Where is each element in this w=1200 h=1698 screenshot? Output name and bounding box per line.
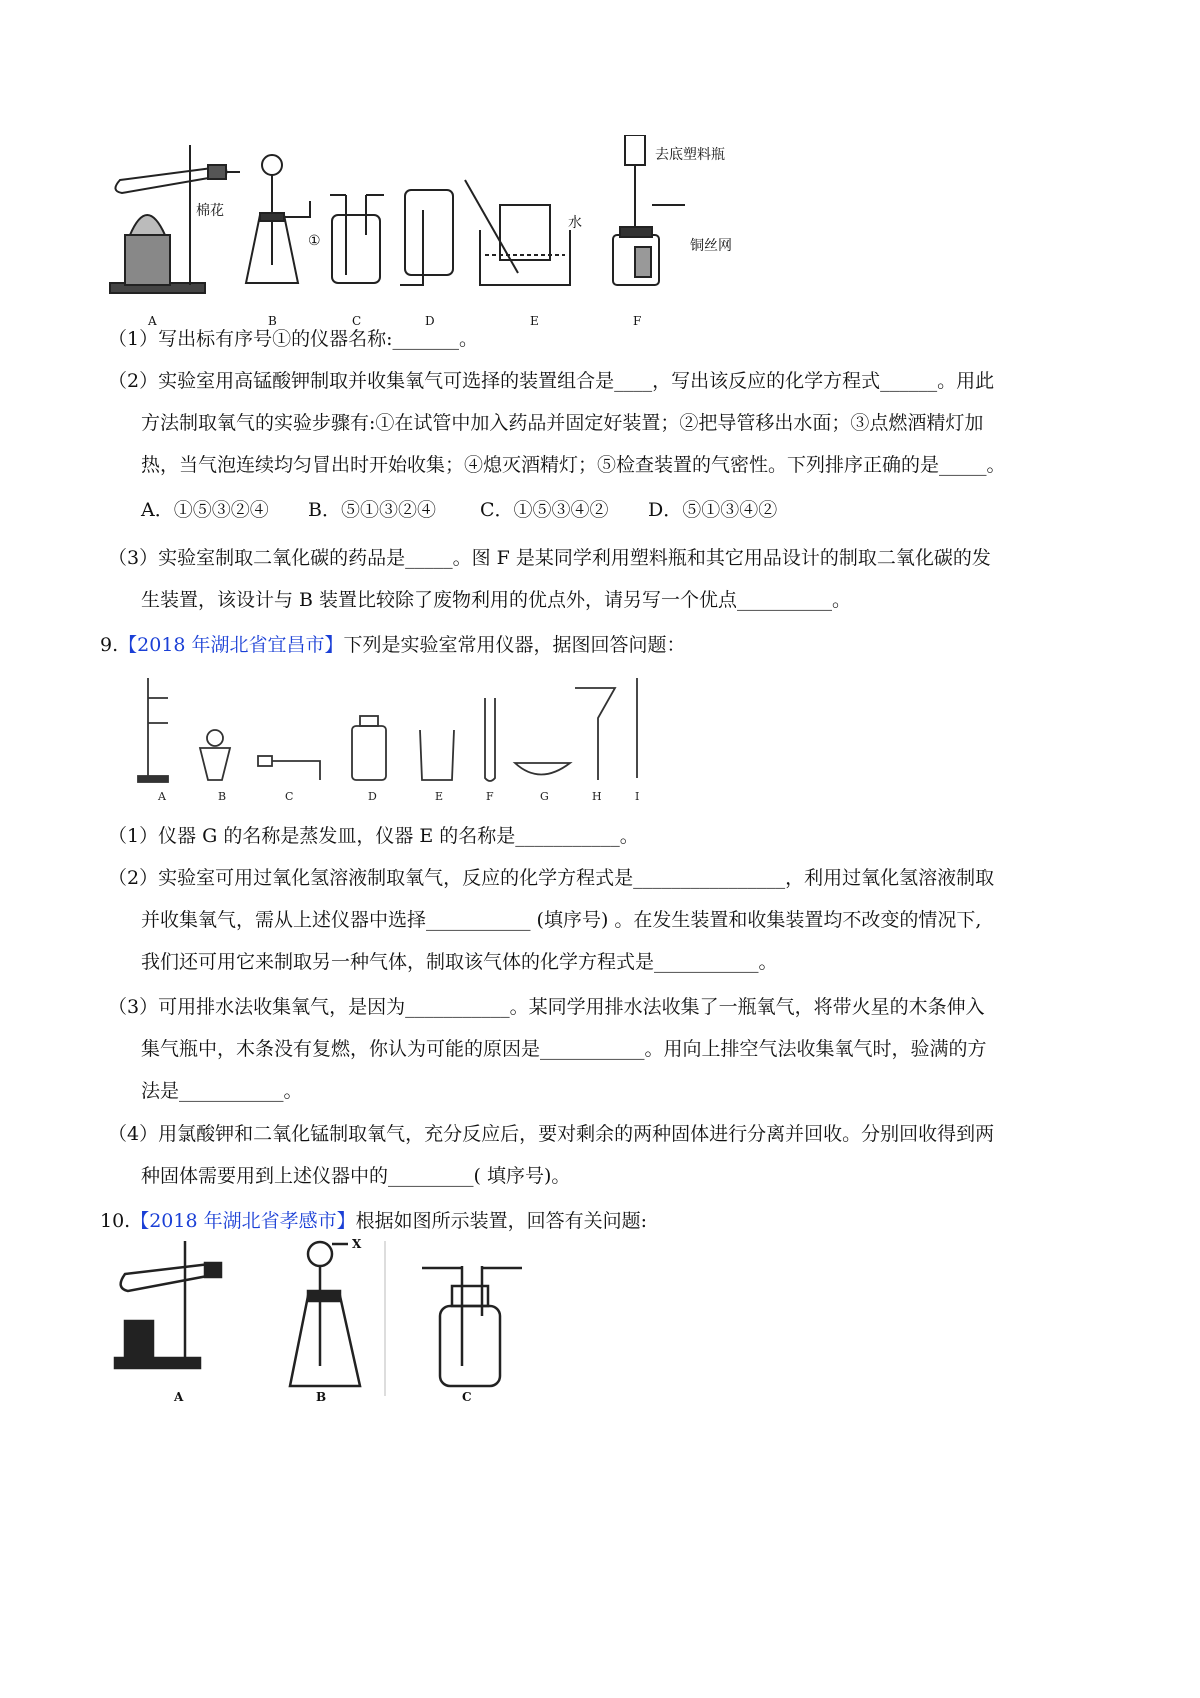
q9-part4-line2: 种固体需要用到上述仪器中的_________( 填序号)。 xyxy=(141,1165,571,1187)
q8-part2-line3: 热，当气泡连续均匀冒出时开始收集；④熄灭酒精灯；⑤检查装置的气密性。下列排序正确的是_____。 xyxy=(141,454,1006,476)
instruments-diagram xyxy=(130,668,670,808)
q8-option-a: A．①⑤③②④ xyxy=(141,499,269,521)
q10-stem-text: 根据如图所示装置，回答有关问题: xyxy=(355,1210,648,1232)
q9-stem xyxy=(100,632,1200,658)
q9-part3-line1: （3）可用排水法收集氧气，是因为___________。某同学用排水法收集了一瓶氧气，将带火星的木条伸入 xyxy=(108,996,985,1018)
apparatus-diagram-1 xyxy=(100,135,820,335)
q9-part2-line1: （2）实验室可用过氧化氢溶液制取氧气，反应的化学方程式是________________，利用过氧化氢溶液制取 xyxy=(108,867,995,889)
q9-part4-line1: （4）用氯酸钾和二氧化锰制取氧气，充分反应后，要对剩余的两种固体进行分离并回收。分别回收得到两 xyxy=(108,1123,995,1145)
q10-source: 【2018 年湖北省孝感市】 xyxy=(130,1210,356,1232)
q8-part2-line1: （2）实验室用高锰酸钾制取并收集氧气可选择的装置组合是____，写出该反应的化学方程式______。用此 xyxy=(108,370,995,392)
apparatus-diagram-3 xyxy=(110,1236,530,1406)
q9-part2-line2: 并收集氧气，需从上述仪器中选择___________ (填序号) 。在发生装置和收集装置均不改变的情况下, xyxy=(141,909,982,931)
apparatus-e xyxy=(465,180,570,285)
fig1-mesh: 铜丝网 xyxy=(690,238,732,254)
fig1-label-a: A xyxy=(148,314,157,328)
fig2-label-d: D xyxy=(368,790,377,803)
q10-number: 10. xyxy=(100,1210,131,1232)
instrument-h xyxy=(575,688,615,780)
q8-part2-line2: 方法制取氧气的实验步骤有:①在试管中加入药品并固定好装置；②把导管移出水面；③点燃酒精灯加 xyxy=(141,412,984,434)
q8-part1: （1）写出标有序号①的仪器名称:_______。 xyxy=(108,328,478,350)
apparatus-a xyxy=(110,145,240,293)
fig3-mark-x: X xyxy=(352,1237,362,1251)
fig3-label-c: C xyxy=(462,1390,472,1404)
q9-number: 9. xyxy=(100,634,119,656)
fig1-label-c: C xyxy=(352,314,362,328)
fig1-label-d: D xyxy=(425,314,435,328)
q10-apparatus-a xyxy=(115,1241,221,1368)
q8-option-b: B．⑤①③②④ xyxy=(308,499,436,521)
figure-apparatus-abc xyxy=(110,1236,530,1406)
q9-part1: （1）仪器 G 的名称是蒸发皿，仪器 E 的名称是___________。 xyxy=(108,825,639,847)
q9-stem-text: 下列是实验室常用仪器，据图回答问题： xyxy=(343,634,686,656)
fig2-label-g: G xyxy=(540,790,549,803)
figure-instruments-a-i xyxy=(130,668,670,808)
fig3-label-b: B xyxy=(316,1390,327,1404)
q8-part3-line1: （3）实验室制取二氧化碳的药品是_____。图 F 是某同学利用塑料瓶和其它用品设计的制取二氧化碳的发 xyxy=(108,547,991,569)
apparatus-b xyxy=(246,155,310,283)
fig1-mark1: ① xyxy=(308,233,321,249)
q10-apparatus-b xyxy=(290,1241,385,1396)
q9-part3-line2: 集气瓶中，木条没有复燃，你认为可能的原因是___________。用向上排空气法收集氧气时，验满的方 xyxy=(141,1038,987,1060)
q8-option-d: D．⑤①③④② xyxy=(648,499,778,521)
fig1-water: 水 xyxy=(568,215,582,231)
fig1-cotton: 棉花 xyxy=(196,203,224,219)
fig2-label-a: A xyxy=(158,790,166,803)
instrument-d xyxy=(352,716,386,780)
instrument-e xyxy=(420,730,454,780)
figure-apparatus-a-f xyxy=(100,135,820,335)
fig2-label-e: E xyxy=(435,790,444,803)
q8-option-c: C．①⑤③④② xyxy=(480,499,609,521)
fig2-label-b: B xyxy=(218,790,227,803)
fig1-label-f: F xyxy=(633,314,642,328)
instrument-a xyxy=(138,678,168,782)
fig2-label-c: C xyxy=(285,790,294,803)
q10-apparatus-c xyxy=(422,1266,522,1386)
fig2-label-i: I xyxy=(635,790,640,803)
instrument-f xyxy=(485,698,495,781)
apparatus-d xyxy=(400,190,453,285)
q9-source: 【2018 年湖北省宜昌市】 xyxy=(118,634,344,656)
fig2-label-f: F xyxy=(486,790,494,803)
q10-stem xyxy=(100,1208,1200,1234)
fig3-label-a: A xyxy=(174,1390,184,1404)
fig1-label-e: E xyxy=(530,314,539,328)
apparatus-c xyxy=(330,195,384,283)
fig1-bottle: 去底塑料瓶 xyxy=(655,147,725,163)
instrument-c xyxy=(258,756,320,780)
instrument-g xyxy=(515,763,570,775)
instrument-b xyxy=(200,730,230,780)
fig1-label-b: B xyxy=(268,314,277,328)
q9-part3-line3: 法是___________。 xyxy=(141,1080,303,1102)
q8-part3-line2: 生装置，该设计与 B 装置比较除了废物利用的优点外，请另写一个优点__________。 xyxy=(141,589,852,611)
q9-part2-line3: 我们还可用它来制取另一种气体，制取该气体的化学方程式是___________。 xyxy=(141,951,778,973)
fig2-label-h: H xyxy=(592,790,602,803)
